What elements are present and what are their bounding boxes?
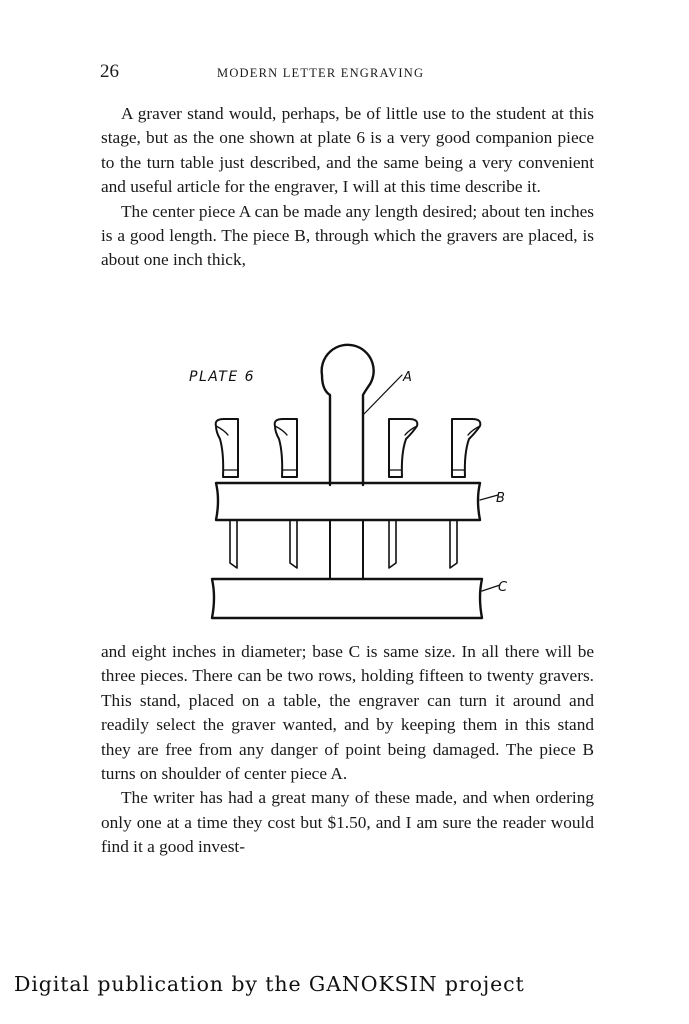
graver-blade bbox=[389, 520, 396, 568]
publication-credit: Digital publication by the GANOKSIN project bbox=[14, 972, 525, 996]
center-piece-a bbox=[322, 345, 374, 485]
figure-label-b: B bbox=[496, 491, 505, 506]
graver-blade bbox=[290, 520, 297, 568]
paragraph: The center piece A can be made any length desired; about ten inches is a good length. The piece B, through which the gravers are placed, is about one inch thick, bbox=[101, 201, 594, 270]
paragraph: and eight inches in diameter; base C is same size. In all there will be three pieces. There can be two rows, holding fifteen to twenty gravers. This stand, placed on a table, the engraver can turn it around and readily select the graver wanted, and by keeping them in this stand they are free from any danger of point being damaged. The piece B turns on shoulder of center piece A. bbox=[101, 642, 594, 784]
graver-blade bbox=[230, 520, 237, 568]
piece-b bbox=[216, 483, 480, 520]
text-block-top bbox=[101, 102, 594, 273]
graver bbox=[216, 419, 238, 477]
running-head bbox=[100, 60, 600, 84]
figure-label-a: A bbox=[403, 370, 412, 385]
plate-label: PLATE 6 bbox=[189, 369, 256, 385]
base-c bbox=[212, 579, 482, 618]
text-block-bottom bbox=[101, 640, 594, 860]
figure-label-c: C bbox=[498, 580, 508, 595]
paragraph: The writer has had a great many of these made, and when ordering only one at a time they cost but $1.50, and I am sure the reader would find it a good invest- bbox=[101, 788, 594, 857]
paragraph: A graver stand would, perhaps, be of little use to the student at this stage, but as the one shown at plate 6 is a very good companion piece to the turn table just described, and the same being a very convenient and useful article for the engraver, I will at this time describe it. bbox=[101, 104, 594, 197]
running-title: MODERN LETTER ENGRAVING bbox=[217, 66, 425, 80]
page-number: 26 bbox=[100, 61, 119, 82]
pointer-a bbox=[363, 375, 402, 415]
graver bbox=[452, 419, 480, 477]
plate-6-figure bbox=[180, 335, 520, 630]
graver-blade bbox=[450, 520, 457, 568]
graver bbox=[389, 419, 417, 477]
graver bbox=[275, 419, 297, 477]
